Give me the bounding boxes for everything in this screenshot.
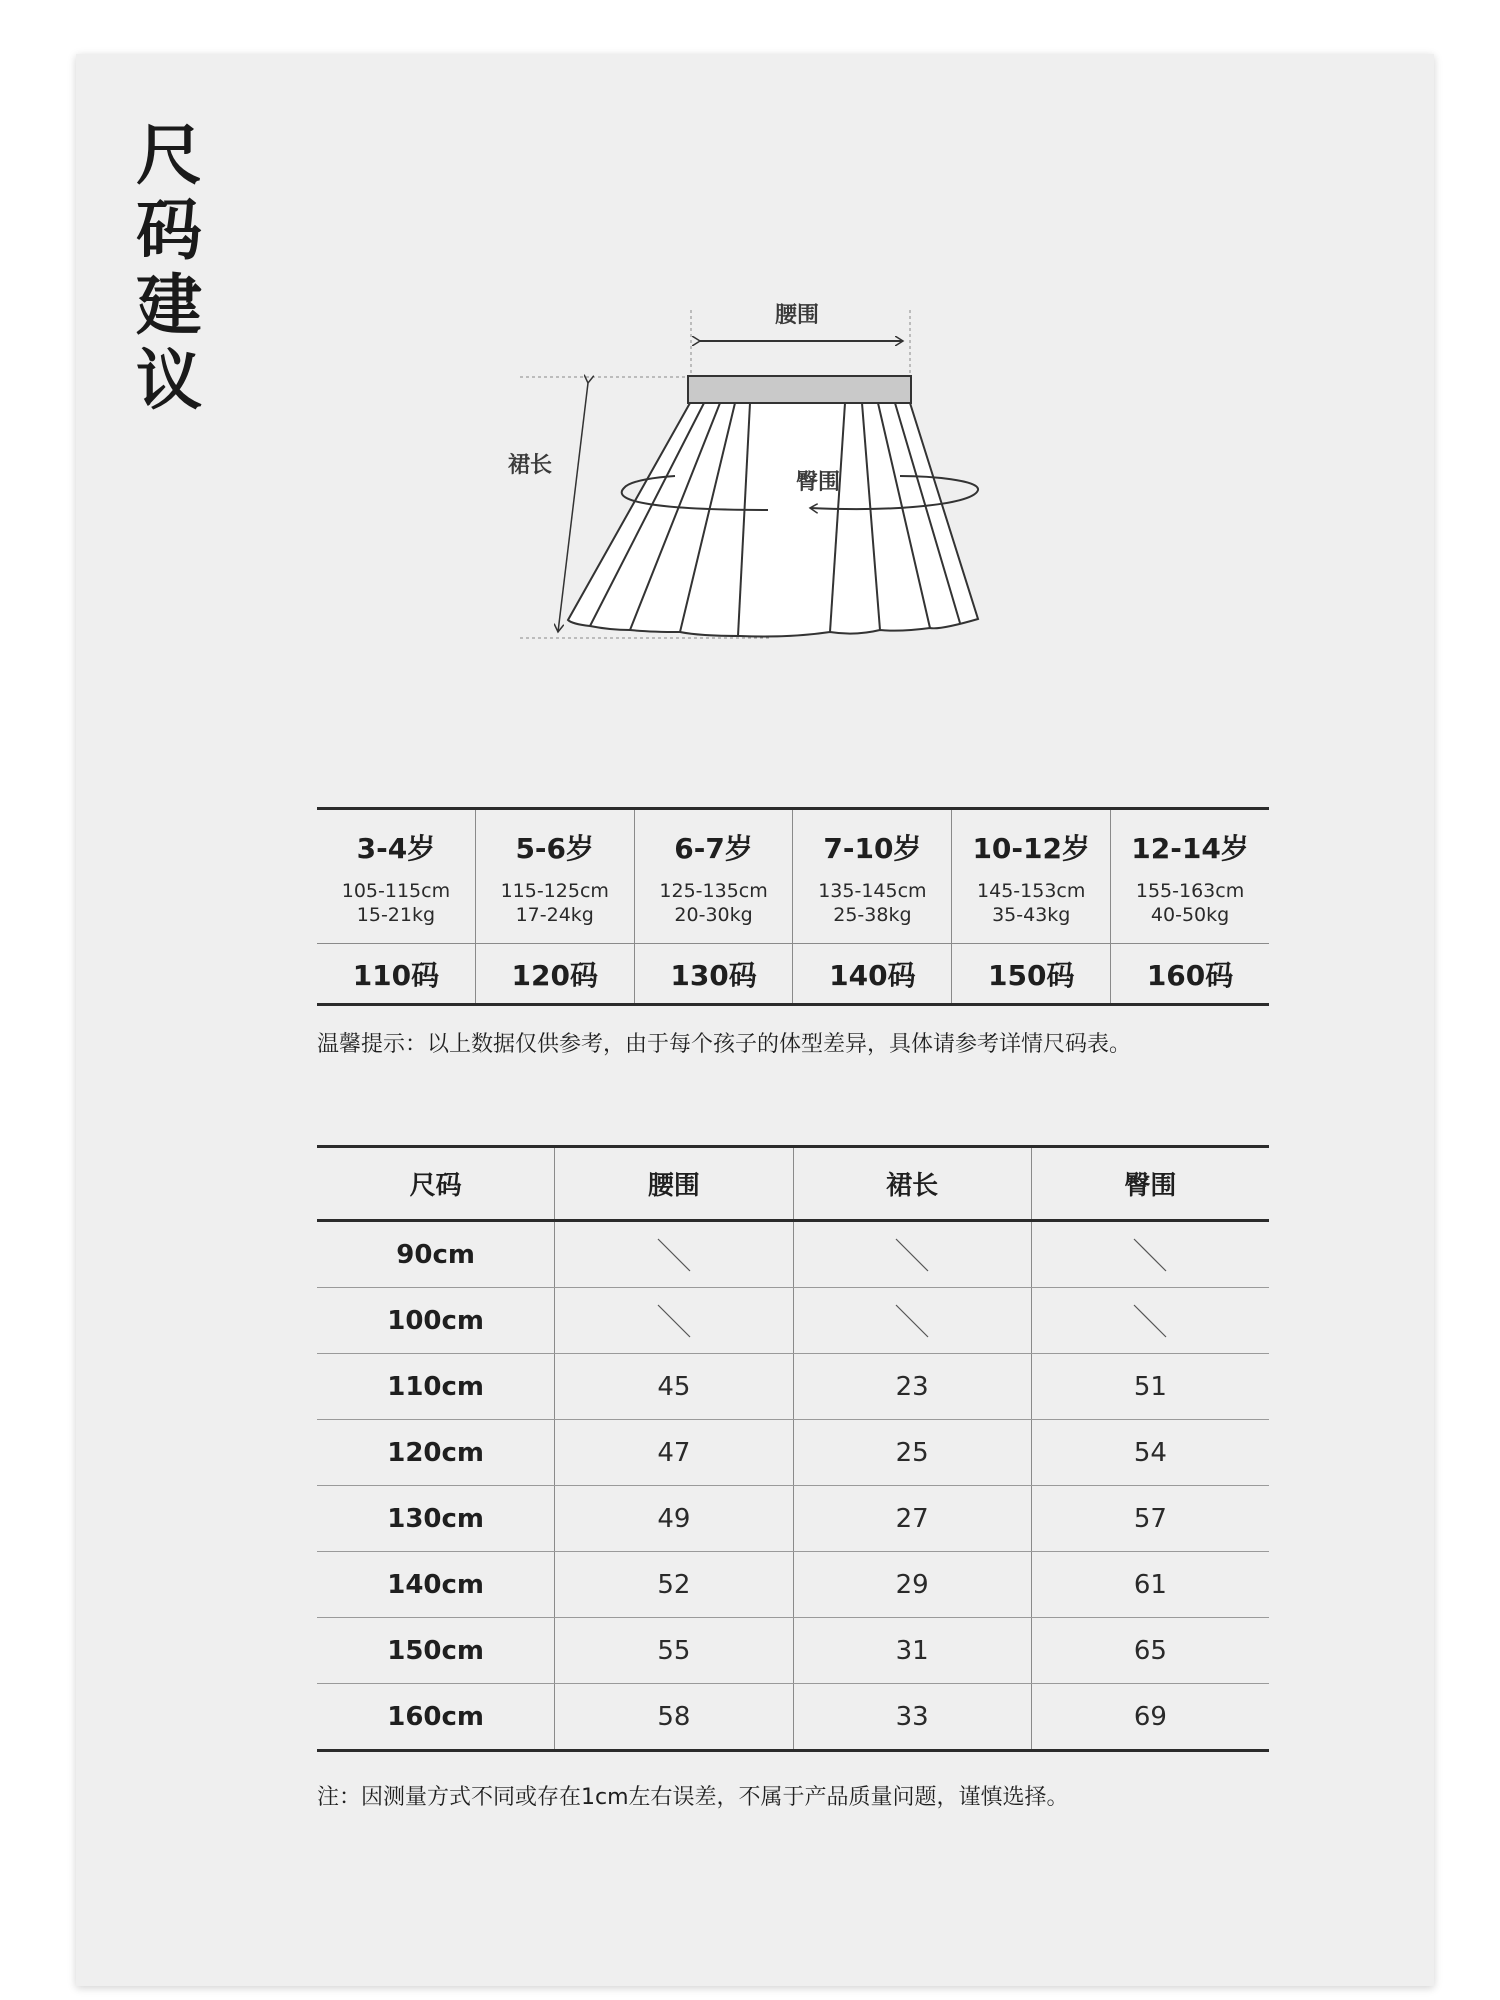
code-cell	[1110, 944, 1269, 1003]
age-size-table	[317, 807, 1269, 1006]
skirt-diagram	[500, 290, 1000, 650]
length-cell: 29	[793, 1552, 1031, 1617]
code-row	[317, 944, 1269, 1003]
page-title	[133, 118, 205, 418]
code-cell	[792, 944, 951, 1003]
header-cell: 臀围	[1031, 1148, 1269, 1219]
size-table	[317, 1145, 1269, 1752]
waist-label: 腰围	[775, 303, 820, 328]
age-label: 6-7岁	[674, 831, 753, 865]
length-cell: 31	[793, 1618, 1031, 1683]
age-cell	[951, 810, 1110, 943]
header-cell: 腰围	[554, 1148, 792, 1219]
size-cell: 150cm	[387, 1635, 485, 1666]
title-char: 建	[136, 267, 202, 344]
weight-range: 17-24kg	[515, 903, 594, 926]
table-row	[317, 1353, 1269, 1419]
age-label: 3-4岁	[356, 831, 436, 865]
age-row	[317, 810, 1269, 944]
table-row	[317, 1485, 1269, 1551]
empty-slash-icon	[894, 1237, 930, 1273]
table-header-row	[317, 1148, 1269, 1222]
empty-slash-icon	[1132, 1303, 1168, 1339]
hip-cell: 54	[1031, 1420, 1269, 1485]
table-row	[317, 1419, 1269, 1485]
table-row	[317, 1683, 1269, 1749]
length-cell: 25	[793, 1420, 1031, 1485]
hip-cell	[1031, 1222, 1269, 1287]
title-char: 议	[136, 342, 202, 419]
height-range: 115-125cm	[500, 879, 609, 902]
code-cell	[475, 944, 634, 1003]
size-cell: 140cm	[387, 1569, 485, 1600]
length-cell: 27	[793, 1486, 1031, 1551]
age-label: 12-14岁	[1131, 831, 1249, 865]
code-label: 110码	[352, 958, 440, 992]
size-cell: 120cm	[387, 1437, 485, 1468]
empty-slash-icon	[656, 1237, 692, 1273]
waist-cell	[554, 1288, 792, 1353]
height-range: 145-153cm	[977, 879, 1086, 902]
weight-range: 35-43kg	[992, 903, 1071, 926]
waist-cell: 45	[554, 1354, 792, 1419]
hip-cell: 61	[1031, 1552, 1269, 1617]
height-range: 105-115cm	[341, 879, 451, 902]
length-cell: 33	[793, 1684, 1031, 1749]
age-cell	[1110, 810, 1269, 943]
table-row	[317, 1222, 1269, 1287]
age-label: 7-10岁	[823, 831, 922, 865]
age-cell	[475, 810, 634, 943]
age-label: 10-12岁	[972, 831, 1090, 865]
size-cell: 110cm	[387, 1371, 485, 1402]
age-cell	[792, 810, 951, 943]
waistband	[688, 376, 911, 403]
weight-range: 40-50kg	[1150, 903, 1230, 926]
hip-cell: 69	[1031, 1684, 1269, 1749]
age-cell	[634, 810, 793, 943]
hip-cell	[1031, 1288, 1269, 1353]
waist-cell: 58	[554, 1684, 792, 1749]
skirt-body	[568, 403, 978, 637]
code-label: 150码	[988, 958, 1075, 992]
table-row	[317, 1617, 1269, 1683]
hip-cell: 65	[1031, 1618, 1269, 1683]
length-label: 裙长	[508, 453, 553, 478]
age-label: 5-6岁	[515, 831, 595, 865]
size-cell: 90cm	[396, 1239, 475, 1270]
code-label: 120码	[511, 958, 598, 992]
length-cell	[793, 1222, 1031, 1287]
code-label: 160码	[1146, 958, 1234, 992]
waist-cell: 55	[554, 1618, 792, 1683]
header-cell: 尺码	[409, 1171, 462, 1201]
code-label: 140码	[829, 958, 916, 992]
weight-range: 15-21kg	[356, 903, 436, 926]
header-cell: 裙长	[793, 1148, 1031, 1219]
title-char: 码	[136, 192, 202, 269]
size-cell: 130cm	[387, 1503, 485, 1534]
waist-cell: 49	[554, 1486, 792, 1551]
weight-range: 20-30kg	[674, 903, 753, 926]
height-range: 135-145cm	[818, 879, 927, 902]
table-row	[317, 1551, 1269, 1617]
hip-label: 臀围	[796, 470, 841, 495]
height-range: 155-163cm	[1135, 879, 1245, 902]
length-cell	[793, 1288, 1031, 1353]
size-cell: 160cm	[387, 1701, 485, 1732]
height-range: 125-135cm	[659, 879, 768, 902]
note-text: 注：因测量方式不同或存在1cm左右误差，不属于产品质量问题，谨慎选择。	[317, 1785, 1069, 1810]
size-cell: 100cm	[387, 1305, 485, 1336]
length-cell: 23	[793, 1354, 1031, 1419]
weight-range: 25-38kg	[833, 903, 912, 926]
code-label: 130码	[670, 958, 757, 992]
title-char: 尺	[136, 117, 202, 194]
waist-cell	[554, 1222, 792, 1287]
table-row	[317, 1287, 1269, 1353]
table-body	[317, 1222, 1269, 1749]
empty-slash-icon	[894, 1303, 930, 1339]
code-cell	[634, 944, 793, 1003]
age-cell	[317, 810, 475, 943]
empty-slash-icon	[656, 1303, 692, 1339]
code-cell	[317, 944, 475, 1003]
waist-cell: 52	[554, 1552, 792, 1617]
code-cell	[951, 944, 1110, 1003]
waist-cell: 47	[554, 1420, 792, 1485]
tip-text: 温馨提示：以上数据仅供参考，由于每个孩子的体型差异，具体请参考详情尺码表。	[317, 1032, 1132, 1057]
hip-cell: 51	[1031, 1354, 1269, 1419]
hip-cell: 57	[1031, 1486, 1269, 1551]
empty-slash-icon	[1132, 1237, 1168, 1273]
